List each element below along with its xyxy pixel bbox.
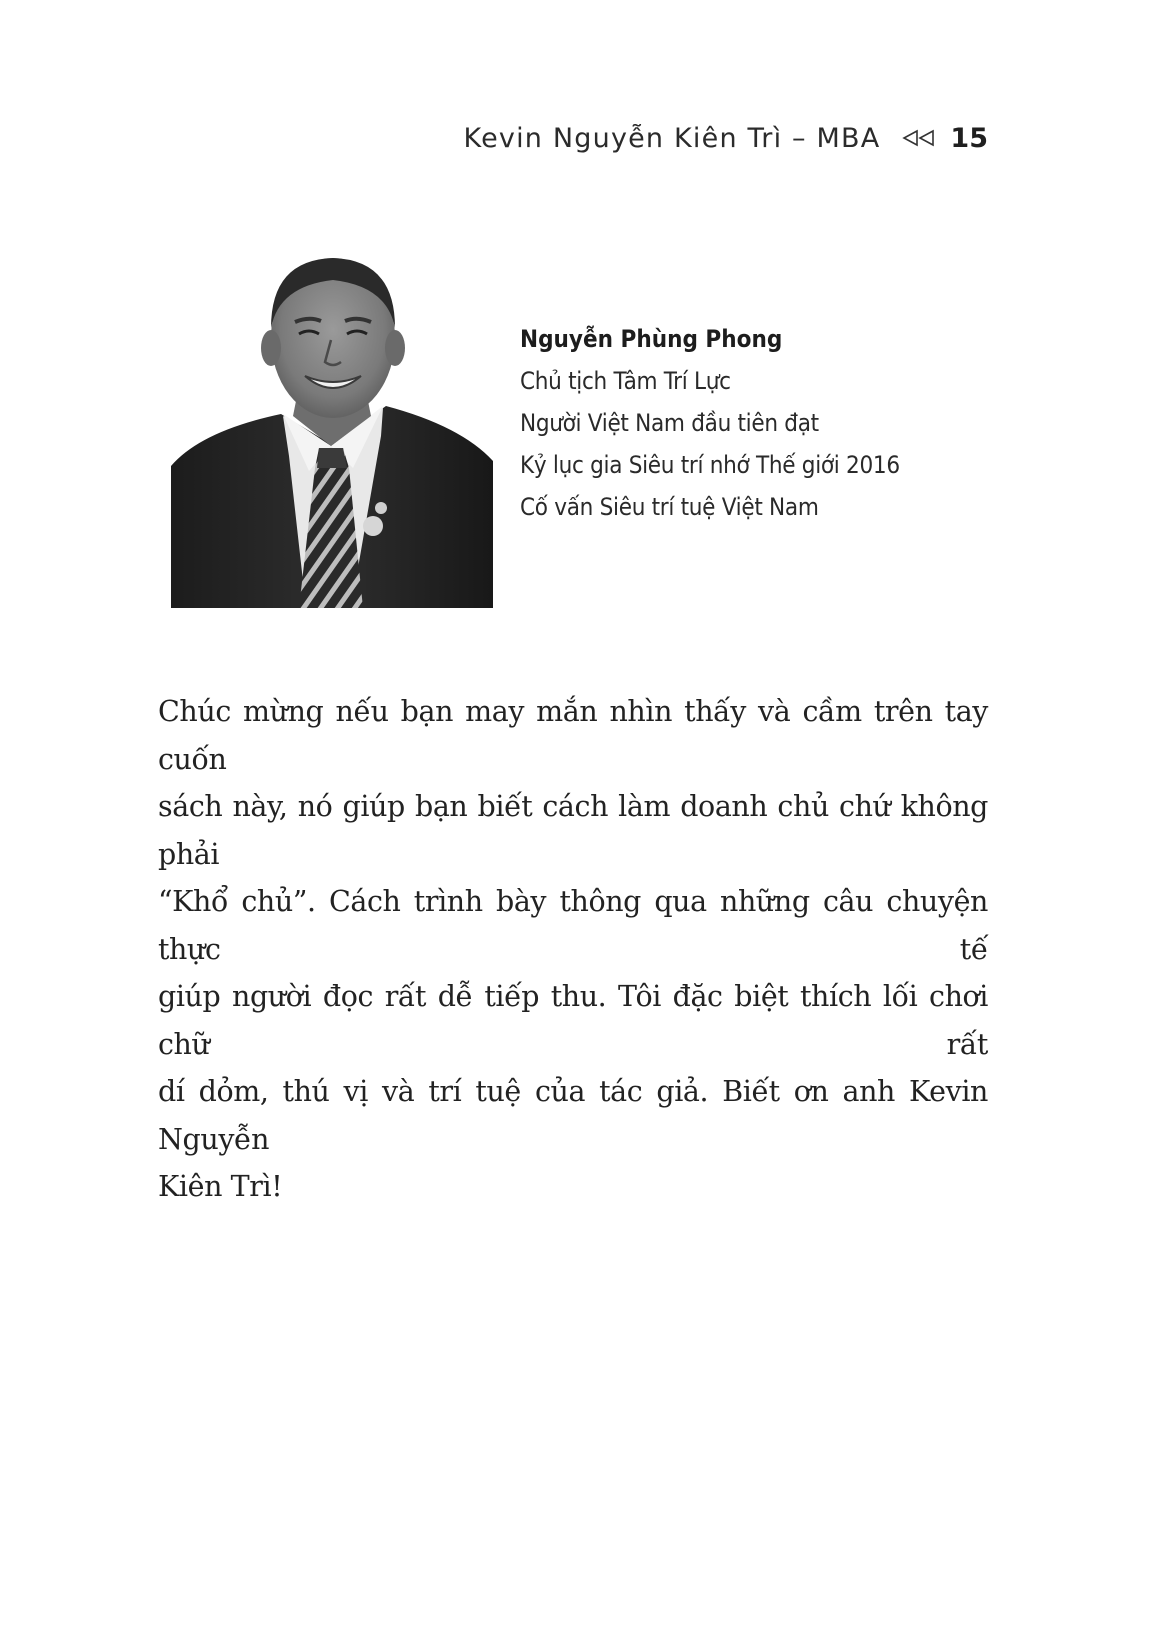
testimonial-line: Chúc mừng nếu bạn may mắn nhìn thấy và cầm trên tay cuốn	[158, 695, 988, 776]
profile-line: Cố vấn Siêu trí tuệ Việt Nam	[520, 493, 819, 521]
testimonial-line: dí dỏm, thú vị và trí tuệ của tác giả. Biết ơn anh Kevin Nguyễn	[158, 1075, 988, 1156]
profile-bio	[520, 318, 900, 528]
profile-line: Kỷ lục gia Siêu trí nhớ Thế giới 2016	[520, 451, 900, 479]
double-left-triangle-icon	[902, 129, 936, 147]
testimonial-line: Kiên Trì!	[158, 1170, 283, 1203]
profile-name: Nguyễn Phùng Phong	[520, 325, 783, 353]
profile-line: Chủ tịch Tâm Trí Lực	[520, 367, 731, 395]
testimonial-line: “Khổ chủ”. Cách trình bày thông qua những câu chuyện thực tế	[158, 885, 988, 966]
running-head	[464, 118, 988, 158]
testimonial-paragraph	[158, 688, 988, 1211]
running-title: Kevin Nguyễn Kiên Trì – MBA	[463, 122, 881, 154]
testimonial-line: sách này, nó giúp bạn biết cách làm doanh chủ chứ không phải	[158, 790, 988, 871]
profile-line: Người Việt Nam đầu tiên đạt	[520, 409, 819, 437]
testimonial-line: giúp người đọc rất dễ tiếp thu. Tôi đặc biệt thích lối chơi chữ rất	[158, 980, 988, 1061]
portrait-photo	[171, 256, 493, 608]
page-number: 15	[950, 122, 988, 154]
